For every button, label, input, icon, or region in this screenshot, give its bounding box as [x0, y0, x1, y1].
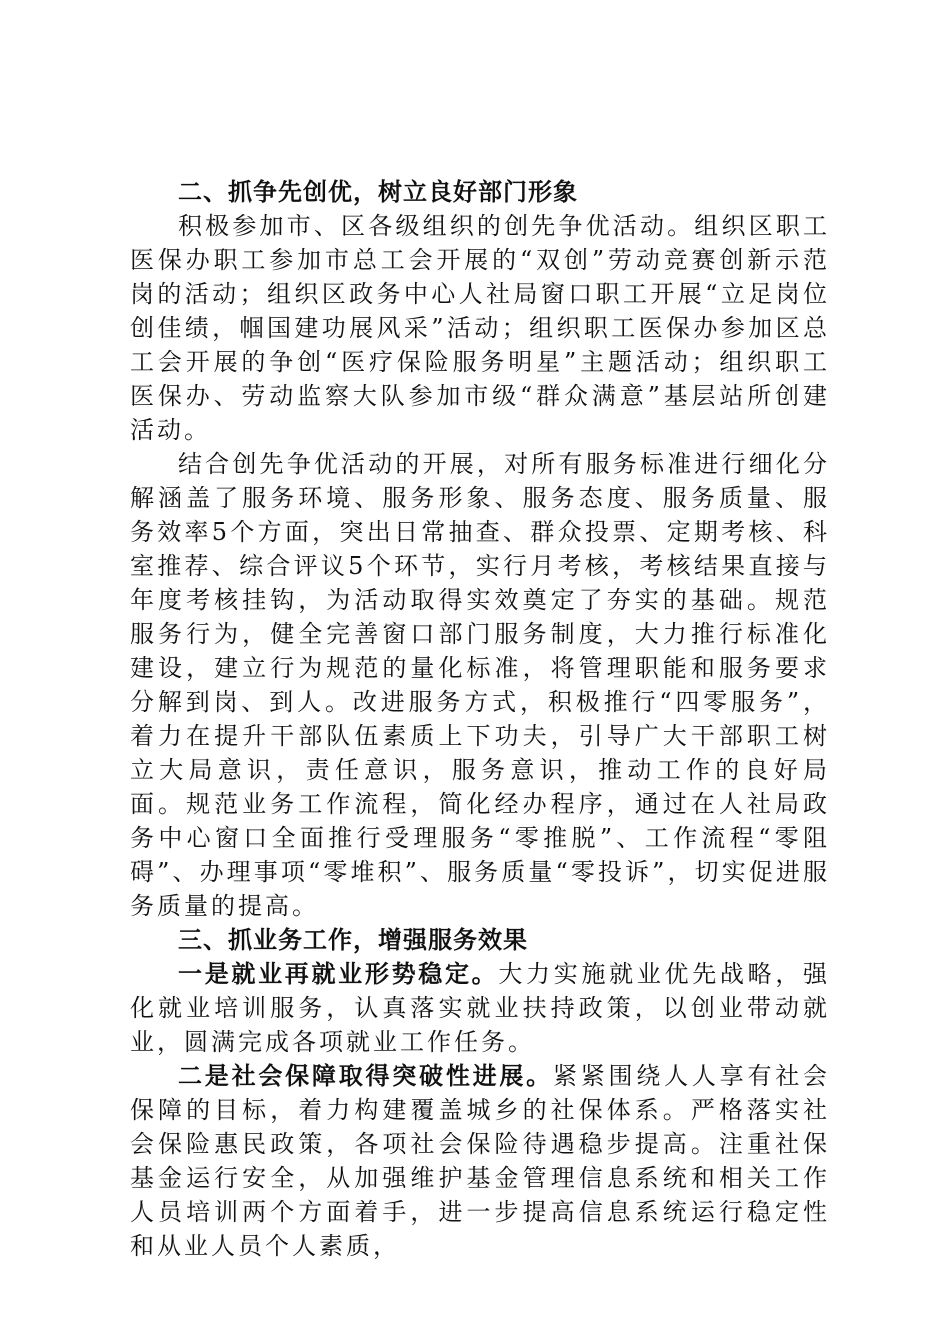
paragraph — [130, 957, 830, 1059]
document-body — [130, 175, 830, 1263]
section-heading-3: 三、抓业务工作，增强服务效果 — [178, 926, 528, 954]
paragraph-body: 紧紧围绕人人享有社会保障的目标，着力构建覆盖城乡的社保体系。严格落实社会保险惠民政策，各项社会保险待遇稳步提高。注重社保基金运行安全，从加强维护基金管理信息系统和相关工作人员培训两个方面着手，进一步提高信息系统运行稳定性和从业人员个人素质， — [130, 1062, 831, 1260]
paragraph-lead: 二是社会保障取得突破性进展。 — [178, 1062, 553, 1090]
paragraph — [130, 1059, 830, 1263]
paragraph: 积极参加市、区各级组织的创先争优活动。组织区职工医保办职工参加市总工会开展的“双创”劳动竞赛创新示范岗的活动；组织区政务中心人社局窗口职工开展“立足岗位创佳绩，帼国建功展风采”活动；组织职工医保办参加区总工会开展的争创“医疗保险服务明星”主题活动；组织职工医保办、劳动监察大队参加市级“群众满意”基层站所创建活动。 — [130, 212, 830, 444]
section-heading-2: 二、抓争先创优，树立良好部门形象 — [178, 178, 578, 206]
paragraph-body: 大力实施就业优先战略，强化就业培训服务，认真落实就业扶持政策，以创业带动就业，圆满完成各项就业工作任务。 — [130, 960, 831, 1056]
paragraph: 结合创先争优活动的开展，对所有服务标准进行细化分解涵盖了服务环境、服务形象、服务态度、服务质量、服务效率5个方面，突出日常抽查、群众投票、定期考核、科室推荐、综合评议5个环节，实行月考核，考核结果直接与年度考核挂钩，为活动取得实效奠定了夯实的基础。规范服务行为，健全完善窗口部门服务制度，大力推行标准化建设，建立行为规范的量化标准，将管理职能和服务要求分解到岗、到人。改进服务方式，积极推行“四零服务”，着力在提升干部队伍素质上下功夫，引导广大干部职工树立大局意识，责任意识，服务意识，推动工作的良好局面。规范业务工作流程，简化经办程序，通过在人社局政务中心窗口全面推行受理服务“零推脱”、工作流程“零阻碍”、办理事项“零堆积”、服务质量“零投诉”，切实促进服务质量的提高。 — [130, 450, 830, 920]
paragraph-lead: 一是就业再就业形势稳定。 — [178, 960, 499, 988]
